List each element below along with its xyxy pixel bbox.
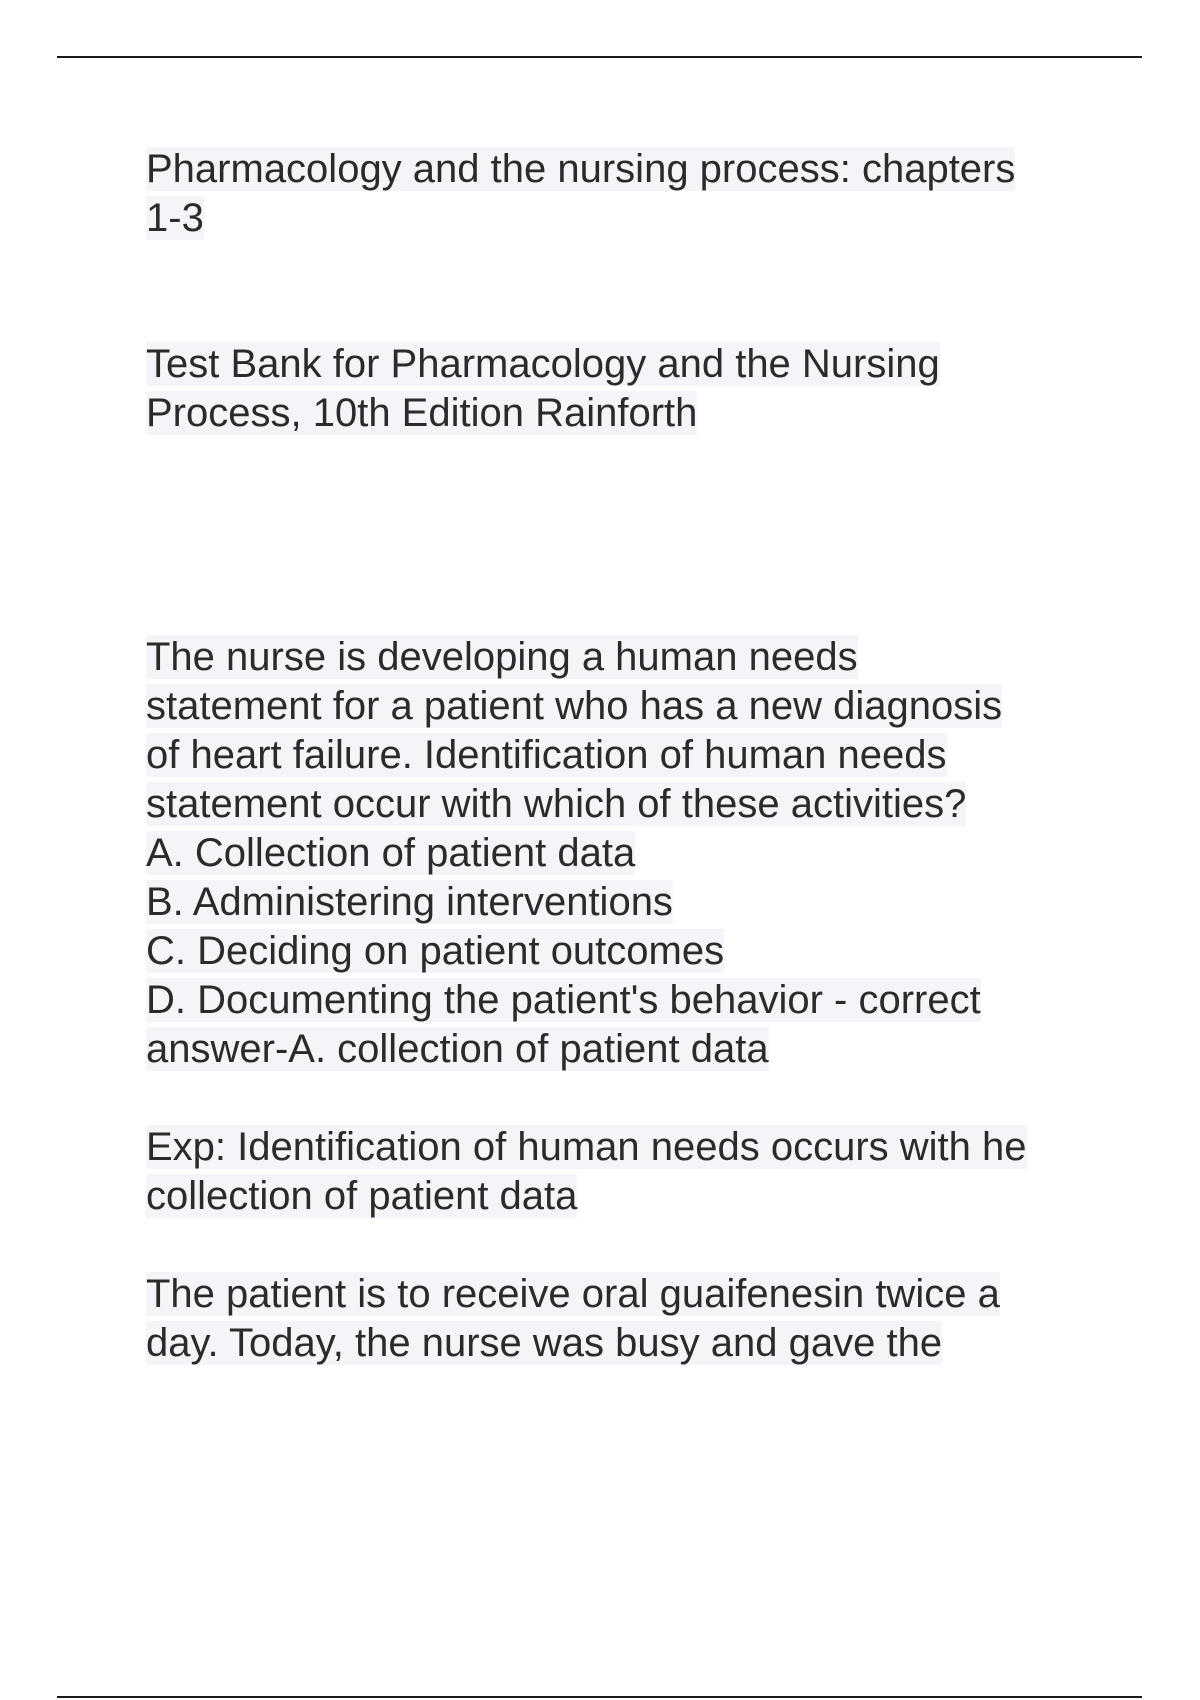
correct-answer-line: answer-A. collection of patient data	[146, 1027, 769, 1071]
explanation-line: Exp: Identification of human needs occurs with he	[146, 1125, 1027, 1169]
answer-option-a: A. Collection of patient data	[146, 831, 636, 875]
question-1	[146, 633, 1086, 1074]
question-line: statement for a patient who has a new diagnosis	[146, 684, 1003, 728]
title-line: Pharmacology and the nursing process: chapters	[146, 147, 1016, 191]
top-rule	[57, 56, 1142, 58]
page-content	[146, 145, 1086, 1368]
question-line: of heart failure. Identification of human needs	[146, 733, 947, 777]
answer-option-c: C. Deciding on patient outcomes	[146, 929, 725, 973]
answer-option-d: D. Documenting the patient's behavior - correct	[146, 978, 981, 1022]
explanation-line: collection of patient data	[146, 1174, 578, 1218]
subtitle-line: Test Bank for Pharmacology and the Nursing	[146, 342, 940, 386]
question-line: statement occur with which of these activities?	[146, 782, 967, 826]
question-line: day. Today, the nurse was busy and gave the	[146, 1321, 943, 1365]
document-subtitle	[146, 340, 1086, 438]
explanation	[146, 1123, 1086, 1221]
bottom-rule	[57, 1696, 1142, 1698]
title-line: 1-3	[146, 196, 204, 240]
answer-option-b: B. Administering interventions	[146, 880, 673, 924]
question-line: The patient is to receive oral guaifenesin twice a	[146, 1272, 1000, 1316]
question-2	[146, 1270, 1086, 1368]
question-line: The nurse is developing a human needs	[146, 635, 858, 679]
document-title	[146, 145, 1086, 243]
subtitle-line: Process, 10th Edition Rainforth	[146, 391, 698, 435]
